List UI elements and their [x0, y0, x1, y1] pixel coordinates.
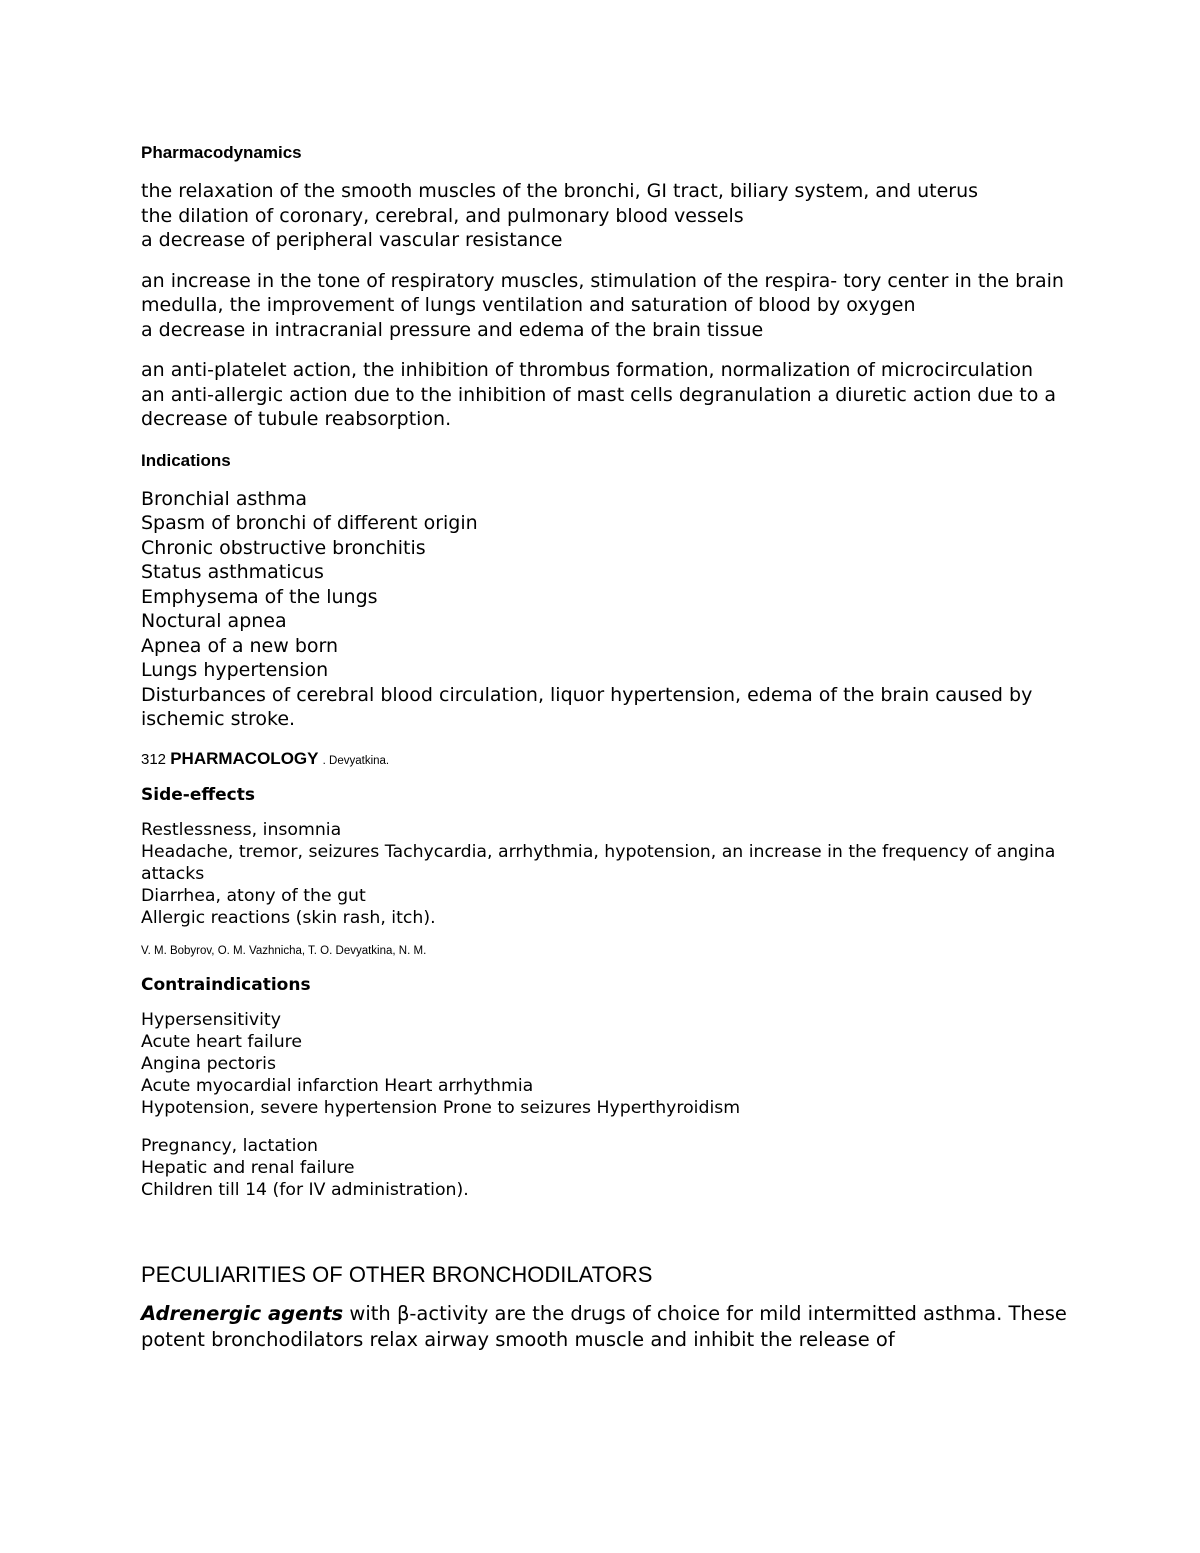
authors-line: V. M. Bobyrov, O. M. Vazhnicha, T. O. Devyatkina, N. M. [141, 944, 427, 957]
list-item: Hepatic and renal failure [141, 1157, 355, 1178]
contraindications-group-1 [141, 1009, 1071, 1119]
list-item: Bronchial asthma [141, 487, 308, 510]
list-item: Chronic obstructive bronchitis [141, 536, 426, 559]
list-item: Hypersensitivity [141, 1009, 281, 1030]
pharmacodynamics-group-2 [141, 269, 1071, 343]
pharmacodynamics-group-1 [141, 179, 1071, 253]
list-item: Acute myocardial infarction Heart arrhythmia [141, 1075, 534, 1096]
list-item: Spasm of bronchi of different origin [141, 512, 478, 534]
list-item: Restlessness, insomnia [141, 819, 342, 840]
section-title: PECULIARITIES OF OTHER BRONCHODILATORS [141, 1261, 653, 1287]
heading-side-effects: Side-effects [141, 784, 255, 805]
list-item: Hypotension, severe hypertension Prone to seizures Hyperthyroidism [141, 1097, 741, 1118]
list-item: Emphysema of the lungs [141, 585, 378, 608]
list-item: Status asthmaticus [141, 561, 324, 583]
list-item: an anti-platelet action, the inhibition of thrombus formation, normalization of microcirculation [141, 359, 1034, 381]
list-item: a decrease in intracranial pressure and edema of the brain tissue [141, 318, 764, 341]
lead-term: Adrenergic agents [141, 1301, 344, 1325]
book-title: PHARMACOLOGY [170, 748, 319, 768]
list-item: a decrease of peripheral vascular resistance [141, 229, 563, 251]
author-name: . Devyatkina. [322, 754, 390, 767]
pharmacodynamics-group-3 [141, 358, 1071, 432]
heading-contraindications: Contraindications [141, 974, 311, 995]
list-item: Noctural apnea [141, 610, 287, 632]
indications-list [141, 487, 1071, 732]
list-item: Lungs hypertension [141, 659, 329, 681]
page-number: 312 [141, 750, 167, 768]
list-item: Headache, tremor, seizures Tachycardia, arrhythmia, hypotension, an increase in the frequency of angina attacks [141, 841, 1056, 884]
list-item: the dilation of coronary, cerebral, and pulmonary blood vessels [141, 204, 744, 227]
list-item: Allergic reactions (skin rash, itch). [141, 907, 436, 928]
paragraph-text: with β-activity are the drugs of choice for mild intermitted asthma. These potent bronchodilators relax airway smooth muscle and inhibit the release of [141, 1301, 1067, 1351]
contraindications-group-2 [141, 1135, 1071, 1201]
list-item: the relaxation of the smooth muscles of the bronchi, GI tract, biliary system, and uterus [141, 180, 979, 202]
list-item: Disturbances of cerebral blood circulation, liquor hypertension, edema of the brain caused by ischemic stroke. [141, 683, 1033, 730]
list-item: an increase in the tone of respiratory muscles, stimulation of the respira- tory center in the brain medulla, the improvement of lungs ventilation and saturation of blood by oxygen [141, 269, 1064, 316]
list-item: Angina pectoris [141, 1053, 276, 1074]
heading-indications: Indications [141, 450, 231, 470]
list-item: Children till 14 (for IV administration). [141, 1179, 469, 1200]
side-effects-list [141, 819, 1071, 929]
list-item: Apnea of a new born [141, 634, 339, 657]
heading-pharmacodynamics: Pharmacodynamics [141, 143, 302, 162]
list-item: an anti-allergic action due to the inhibition of mast cells degranulation a diuretic action due to a decrease of tubule reabsorption. [141, 383, 1056, 430]
peculiarities-paragraph [141, 1301, 1071, 1353]
list-item: Diarrhea, atony of the gut [141, 885, 366, 906]
running-header [141, 748, 1071, 771]
list-item: Acute heart failure [141, 1031, 303, 1052]
list-item: Pregnancy, lactation [141, 1135, 319, 1156]
page-content [141, 141, 1071, 1353]
